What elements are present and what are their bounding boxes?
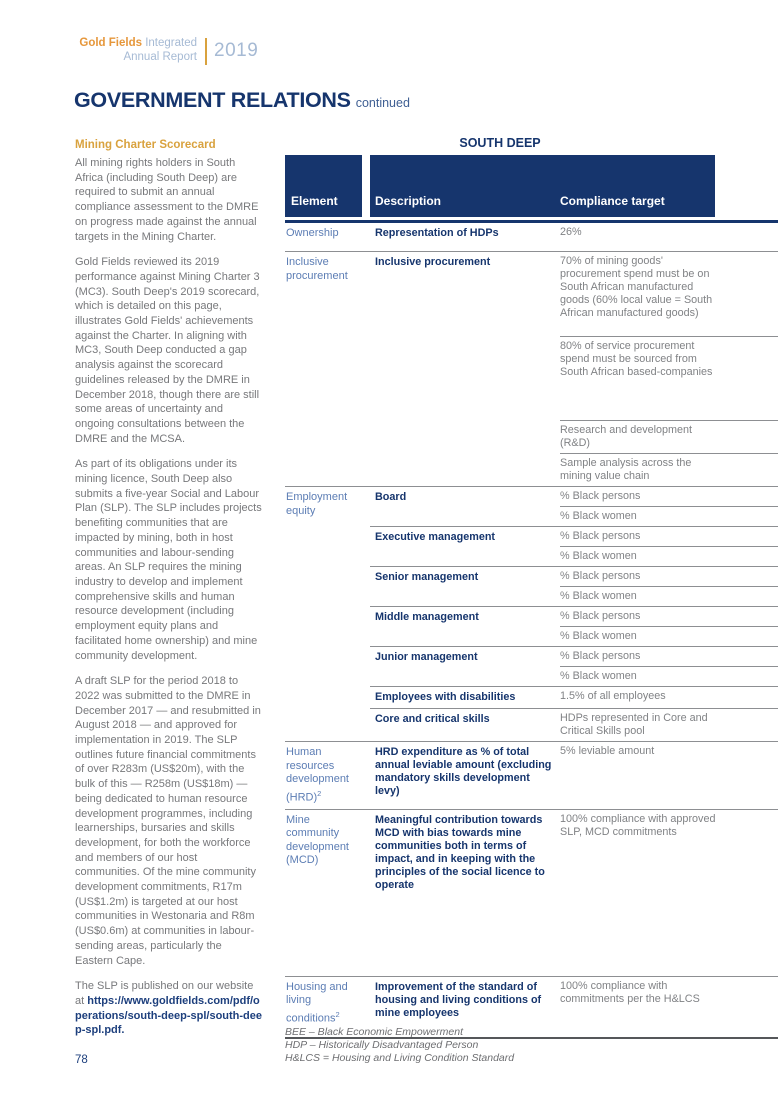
target-list <box>560 487 778 526</box>
header-element: Element <box>285 155 362 217</box>
logo-divider-bar <box>205 38 207 65</box>
target-list <box>560 607 778 646</box>
target-list <box>560 977 778 1037</box>
logo-year: 2019 <box>214 40 259 61</box>
description-cell: Inclusive procurement <box>375 256 491 268</box>
target-list <box>560 810 778 976</box>
sidebar-column <box>75 139 262 1049</box>
compliance-target-cell: % Black persons <box>560 490 641 502</box>
table-row <box>370 526 778 566</box>
table-section <box>285 809 778 976</box>
page-title-main: GOVERNMENT RELATIONS <box>74 88 351 112</box>
element-cell: Inclusive procurement <box>286 256 348 282</box>
logo-brand-text: Gold Fields <box>79 37 142 49</box>
page-title-continued: continued <box>355 96 410 110</box>
compliance-target-cell: % Black women <box>560 666 778 686</box>
description-cell: Core and critical skills <box>375 713 490 725</box>
section-groups <box>370 252 778 486</box>
footnote-line: H&LCS = Housing and Living Condition Standard <box>285 1052 515 1064</box>
footnote-line: BEE – Black Economic Empowerment <box>285 1026 463 1038</box>
table-row <box>370 252 778 486</box>
footnotes <box>285 1026 514 1065</box>
element-cell: Human resources development (HRD)$^2$ <box>286 746 349 804</box>
sidebar-paragraph: All mining rights holders in South Africa (including South Deep) are required to submit an annual compliance assessment to the DMRE on progress made against the annual targets in the Mining Charter. <box>75 157 259 243</box>
element-cell: Ownership <box>286 227 339 239</box>
scorecard-title: SOUTH DEEP <box>459 136 541 150</box>
sidebar-paragraph: Gold Fields reviewed its 2019 performance against Mining Charter 3 (MC3). South Deep's 2019 scorecard, which is detailed on this page, illustrates Gold Fields' achievements against the Charter. In aligning with MC3, South Deep conducted a gap analysis against the scorecard guidelines released by the DMRE in December 2018, though there are still some areas of uncertainty and ongoing consultations between the DMRE and the MCSA. <box>75 256 260 445</box>
compliance-target-cell: % Black women <box>560 546 778 566</box>
target-list <box>560 647 778 686</box>
table-section <box>285 223 778 251</box>
compliance-target-cell: 100% compliance with commitments per the H&LCS <box>560 979 700 1005</box>
table-section <box>285 486 778 741</box>
sidebar-heading: Mining Charter Scorecard <box>75 139 216 151</box>
compliance-target-cell: 5% leviable amount <box>560 745 655 757</box>
header-compliance-target: Compliance target <box>560 194 665 208</box>
table-row <box>370 810 778 976</box>
compliance-target-cell: HDPs represented in Core and Critical Skills pool <box>560 712 708 737</box>
compliance-target-cell: % Black persons <box>560 530 641 542</box>
description-cell: Middle management <box>375 611 479 623</box>
compliance-target-cell: % Black persons <box>560 610 641 622</box>
sidebar-paragraph: As part of its obligations under its mining licence, South Deep also submits a five-year Social and Labour Plan (SLP). The SLP includes projects benefiting communities that are impacted by mining, both in host communities and labour-sending areas. An SLP requires the mining industry to develop and implement comprehensive skills and human resource development (including employment equity plans and facilitated home ownership) and mine community development. <box>75 458 262 662</box>
compliance-target-cell: 1.5% of all employees <box>560 690 666 702</box>
table-row <box>370 646 778 686</box>
footnote-reference: 2 <box>335 1009 340 1019</box>
header-description: Description <box>375 194 442 208</box>
footnote-line: HDP – Historically Disadvantaged Person <box>285 1039 479 1051</box>
compliance-target-cell: % Black women <box>560 506 778 526</box>
table-row <box>370 487 778 526</box>
target-list <box>560 567 778 606</box>
description-cell: Junior management <box>375 651 478 663</box>
slp-pdf-link[interactable]: https://www.goldfields.com/pdf/operations/south-deep-spl/south-deep-spl.pdf. <box>75 994 263 1037</box>
table-row <box>370 566 778 606</box>
description-cell: HRD expenditure as % of total annual leviable amount (excluding mandatory skills development levy) <box>375 746 552 797</box>
element-cell: Mine community development (MCD) <box>286 813 349 867</box>
description-cell: Executive management <box>375 531 496 543</box>
description-cell: Meaningful contribution towards MCD with bias towards mine communities both in terms of impact, and in keeping with the principles of the social licence to operate <box>375 813 545 891</box>
compliance-target-cell: % Black women <box>560 626 778 646</box>
footnote-reference: 2 <box>317 788 322 798</box>
table-row <box>370 708 778 741</box>
header-description-compliance <box>370 155 715 217</box>
page-title <box>74 88 410 113</box>
target-list <box>560 223 778 251</box>
slp-link-paragraph <box>75 979 262 1038</box>
compliance-target-cell: Sample analysis across the mining value chain <box>560 453 778 486</box>
target-list <box>560 252 778 486</box>
goldfields-logo <box>75 37 197 64</box>
logo-sub2-text: Annual Report <box>123 50 197 63</box>
section-groups <box>370 742 778 809</box>
compliance-target-cell: 80% of service procurement spend must be sourced from South African based-companies <box>560 336 778 420</box>
compliance-target-cell: 100% compliance with approved SLP, MCD commitments <box>560 812 716 838</box>
compliance-target-cell: % Black persons <box>560 570 641 582</box>
compliance-target-cell: 70% of mining goods' procurement spend must be on South African manufactured goods (60% local value = South African manufactured goods) <box>560 255 713 319</box>
table-section <box>285 251 778 486</box>
logo-sub1-text: Integrated <box>145 37 197 49</box>
compliance-target-cell: 26% <box>560 226 582 238</box>
compliance-target-cell: % Black women <box>560 586 778 606</box>
description-cell: Employees with disabilities <box>375 691 516 703</box>
scorecard-header-row <box>285 155 778 217</box>
section-groups <box>370 223 778 251</box>
table-row <box>370 742 778 802</box>
sidebar-paragraph: A draft SLP for the period 2018 to 2022 was submitted to the DMRE in December 2017 — and resubmitted in August 2018 — and approved for implementation in 2019. The SLP outlines future financial commitments of over R283m (US$20m), with the bulk of this — R258m (US$18m) — being dedicated to human resource development programmes, including learnerships, bursaries and skills development, for both the workforce and members of our host communities. Of the mine community development commitments, R17m (US$1.2m) is targeted at our host communities in Westonaria and R8m (US$0.6m) at communities in labour-sending areas, particularly the Eastern Cape. <box>75 675 261 967</box>
table-row <box>370 606 778 646</box>
page-number: 78 <box>75 1054 88 1066</box>
scorecard-table-body <box>285 223 778 1037</box>
table-section <box>285 741 778 809</box>
description-cell: Representation of HDPs <box>375 227 499 239</box>
slp-link-intro: The SLP is published on our website at <box>75 980 254 1007</box>
description-cell: Senior management <box>375 571 479 583</box>
section-groups <box>370 810 778 976</box>
report-masthead <box>75 37 258 65</box>
sidebar-paragraphs <box>75 156 262 968</box>
description-cell: Improvement of the standard of housing and living conditions of mine employees <box>375 980 542 1019</box>
compliance-target-cell: Research and development (R&D) <box>560 420 778 453</box>
scorecard-table <box>285 136 778 1039</box>
table-row <box>370 686 778 708</box>
target-list <box>560 527 778 566</box>
element-cell: Employment equity <box>286 491 348 517</box>
description-cell: Board <box>375 491 407 503</box>
compliance-target-cell: % Black persons <box>560 650 641 662</box>
target-list <box>560 709 778 741</box>
target-list <box>560 742 778 802</box>
section-groups <box>370 487 778 741</box>
element-cell: Housing and living conditions$^2$ <box>286 980 348 1025</box>
target-list <box>560 687 778 708</box>
table-row <box>370 223 778 251</box>
